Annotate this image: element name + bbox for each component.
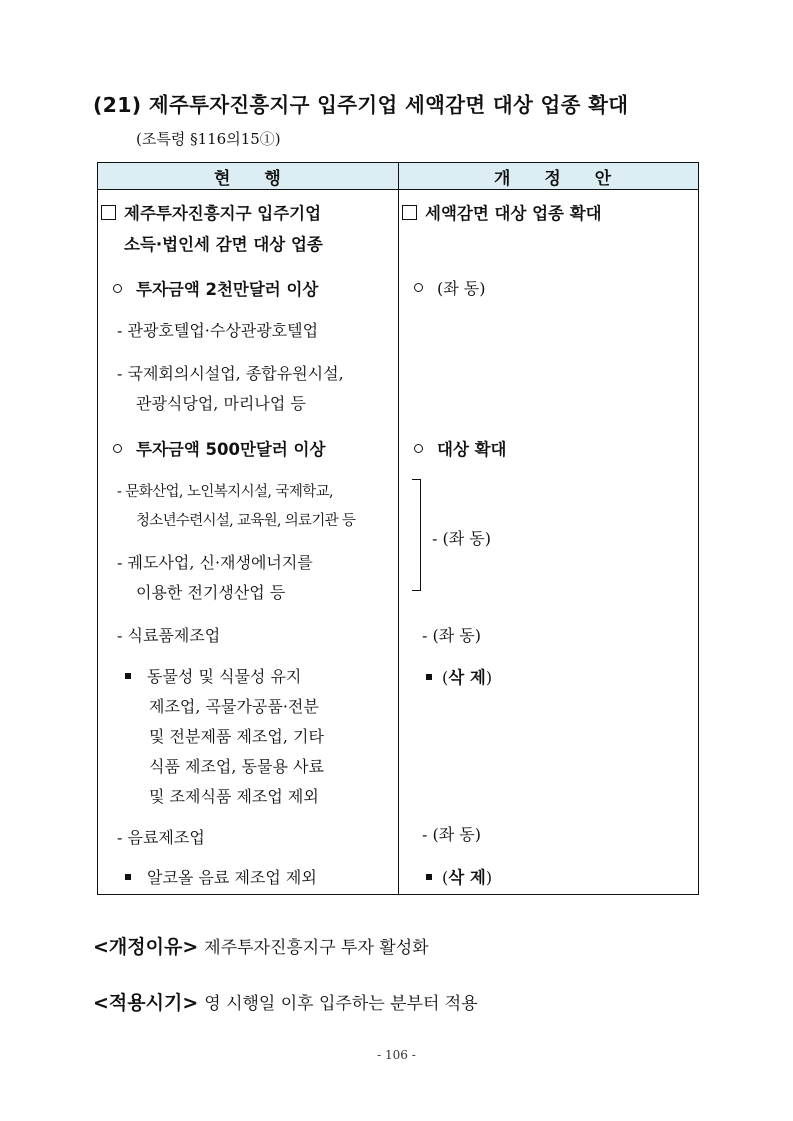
reason-text: 제주투자진흥지구 투자 활성화 [204, 938, 429, 958]
beverage-same: - (좌 동) [422, 825, 481, 844]
beverage-exclusion-deleted: (삭 제) [426, 864, 492, 888]
convention-business: - 국제회의시설업, 종합유원시설, [117, 364, 344, 383]
checkbox-square-icon [101, 205, 116, 220]
amendment-reason [93, 932, 429, 959]
apply-text: 영 시행일 이후 입주하는 분부터 적용 [204, 994, 478, 1014]
apply-label: <적용시기> [93, 992, 199, 1014]
square-bullet-icon [426, 874, 432, 880]
rail-energy-business: - 궤도사업, 신·재생에너지를 [117, 553, 313, 572]
beverage-manufacturing: - 음료제조업 [117, 828, 205, 847]
page-number: - 106 - [377, 1048, 416, 1062]
left-section-title: 제주투자진흥지구 입주기업 [101, 200, 321, 224]
bracket-same: - (좌 동) [432, 529, 491, 548]
square-bullet-icon [125, 673, 131, 679]
culture-business: - 문화산업, 노인복지시설, 국제학교, [117, 484, 334, 500]
square-bullet-icon [426, 674, 432, 680]
food-exclusion-l2: 제조업, 곡물가공품·전분 [149, 697, 319, 716]
rail-energy-business-cont: 이용한 전기생산업 등 [136, 583, 286, 602]
circle-bullet-icon [414, 444, 423, 453]
convention-business-cont: 관광식당업, 마리나업 등 [136, 394, 306, 413]
food-same: - (좌 동) [422, 626, 481, 645]
legal-reference: (조특령 §116의15①) [136, 130, 281, 148]
item1-same: (좌 동) [414, 276, 485, 299]
beverage-exclusion: 알코올 음료 제조업 제외 [125, 865, 317, 888]
checkbox-square-icon [402, 205, 417, 220]
left-section-title-cont: 소득·법인세 감면 대상 업종 [124, 235, 323, 254]
bracket-icon [412, 479, 421, 591]
page-title: (21) 제주투자진흥지구 입주기업 세액감면 대상 업종 확대 [93, 93, 629, 117]
item2-expand: 대상 확대 [414, 436, 507, 460]
item-500m-usd: 투자금액 500만달러 이상 [113, 436, 325, 460]
hotel-business: - 관광호텔업·수상관광호텔업 [117, 321, 319, 340]
food-exclusion-l4: 식품 제조업, 동물용 사료 [149, 757, 324, 776]
culture-business-cont: 청소년수련시설, 교육원, 의료기관 등 [136, 513, 356, 529]
right-section-title: 세액감면 대상 업종 확대 [402, 200, 602, 224]
food-manufacturing: - 식료품제조업 [117, 626, 221, 645]
reason-label: <개정이유> [93, 936, 199, 958]
circle-bullet-icon [414, 283, 423, 292]
header-proposed: 개 정 안 [494, 169, 626, 189]
food-exclusion-deleted: (삭 제) [426, 664, 492, 688]
application-period [93, 988, 478, 1015]
item-2000m-usd: 투자금액 2천만달러 이상 [113, 276, 318, 300]
column-divider [398, 162, 399, 895]
circle-bullet-icon [113, 284, 122, 293]
food-exclusion-l5: 및 조제식품 제조업 제외 [149, 787, 319, 806]
square-bullet-icon [125, 874, 131, 880]
header-current: 현 행 [214, 169, 295, 189]
food-exclusion-l3: 및 전분제품 제조업, 기타 [149, 727, 324, 746]
food-exclusion: 동물성 및 식물성 유지 [125, 664, 301, 687]
circle-bullet-icon [113, 444, 122, 453]
